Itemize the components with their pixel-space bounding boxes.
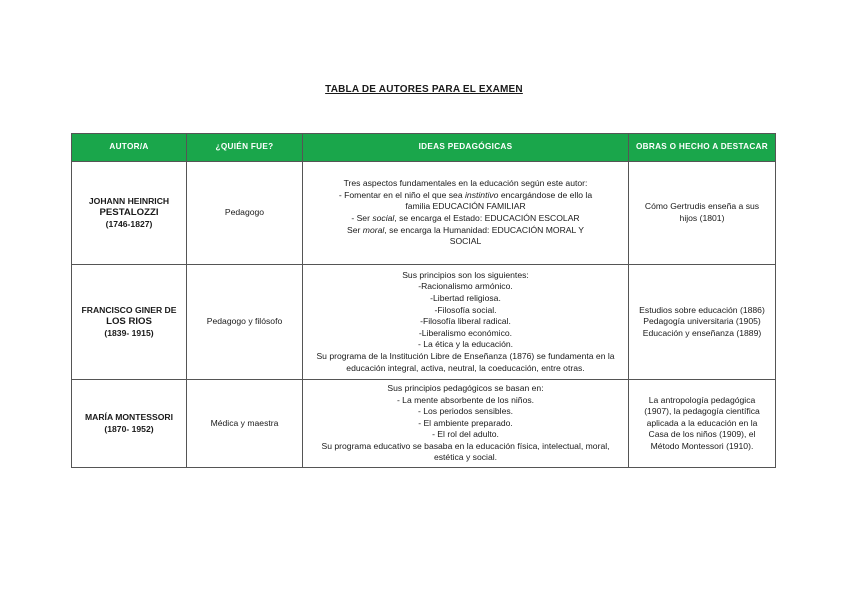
ideas-line: Sus principios pedagógicos se basan en: — [387, 382, 544, 393]
table-row — [72, 265, 776, 380]
ideas-line: - El ambiente preparado. — [418, 417, 513, 428]
author-name-line1: JOHANN HEINRICH — [88, 195, 170, 206]
works-line: Educación y enseñanza (1889) — [642, 327, 762, 338]
ideas-line: - Fomentar en el niño el que sea instintivo encargándose de ello la — [338, 189, 593, 200]
ideas-line: - El rol del adulto. — [432, 429, 499, 440]
author-years: (1746-1827) — [105, 218, 153, 229]
works-cell — [629, 265, 776, 380]
header-author: AUTOR/A — [72, 134, 187, 162]
ideas-line: - La ética y la educación. — [417, 339, 514, 350]
table-row — [72, 380, 776, 468]
role-cell: Pedagogo y filósofo — [187, 265, 303, 380]
ideas-line: -Liberalismo económico. — [418, 327, 513, 338]
header-who: ¿QUIÉN FUE? — [187, 134, 303, 162]
author-name-line1: MARÍA MONTESSORI — [84, 411, 173, 422]
ideas-line: - La mente absorbente de los niños. — [396, 394, 535, 405]
ideas-line: familia EDUCACIÓN FAMILIAR — [405, 201, 526, 212]
works-text: Cómo Gertrudis enseña a sus hijos (1801) — [644, 201, 760, 223]
ideas-line: Tres aspectos fundamentales en la educación según este autor: — [343, 178, 588, 189]
ideas-cell — [303, 162, 629, 265]
works-line: Pedagogía universitaria (1905) — [643, 316, 761, 327]
works-cell — [629, 162, 776, 265]
authors-table — [71, 133, 776, 468]
author-years: (1870- 1952) — [104, 423, 154, 434]
ideas-line: estética y social. — [433, 452, 498, 463]
author-cell — [72, 265, 187, 380]
ideas-line: -Filosofía liberal radical. — [420, 316, 511, 327]
works-line: Estudios sobre educación (1886) — [639, 304, 765, 315]
author-cell — [72, 162, 187, 265]
role-cell: Médica y maestra — [187, 380, 303, 468]
ideas-line: educación integral, activa, neutral, la coeducación, entre otras. — [346, 362, 585, 373]
author-cell — [72, 380, 187, 468]
ideas-line: Su programa educativo se basaba en la educación física, intelectual, moral, — [321, 440, 610, 451]
ideas-line: SOCIAL — [449, 236, 482, 247]
author-name-line2: PESTALOZZI — [99, 207, 159, 219]
ideas-line: -Libertad religiosa. — [430, 293, 501, 304]
author-name-line1: FRANCISCO GINER DE — [81, 304, 177, 315]
table-row — [72, 162, 776, 265]
author-years: (1839- 1915) — [104, 327, 154, 338]
ideas-line: Ser moral, se encarga la Humanidad: EDUCACIÓN MORAL Y — [347, 224, 584, 235]
ideas-line: - Los periodos sensibles. — [417, 406, 514, 417]
works-text: La antropología pedagógica (1907), la pedagogía científica aplicada a la educación en la Casa de los niños (1909), el Método Montessori (1910). — [644, 394, 760, 451]
ideas-line: -Racionalismo armónico. — [418, 281, 513, 292]
role-cell: Pedagogo — [187, 162, 303, 265]
ideas-line: Su programa de la Institución Libre de Enseñanza (1876) se fundamenta en la — [316, 350, 615, 361]
page-title: TABLA DE AUTORES PARA EL EXAMEN — [325, 84, 523, 95]
table-header-row — [72, 134, 776, 162]
ideas-line: -Filosofía social. — [434, 304, 497, 315]
ideas-line: - Ser social, se encarga el Estado: EDUCACIÓN ESCOLAR — [351, 213, 580, 223]
author-name-line2: LOS RIOS — [106, 316, 152, 328]
header-ideas: IDEAS PEDAGÓGICAS — [303, 134, 629, 162]
ideas-line: Sus principios son los siguientes: — [402, 269, 529, 280]
ideas-cell — [303, 265, 629, 380]
works-cell — [629, 380, 776, 468]
ideas-cell — [303, 380, 629, 468]
header-works: OBRAS O HECHO A DESTACAR — [629, 134, 776, 162]
